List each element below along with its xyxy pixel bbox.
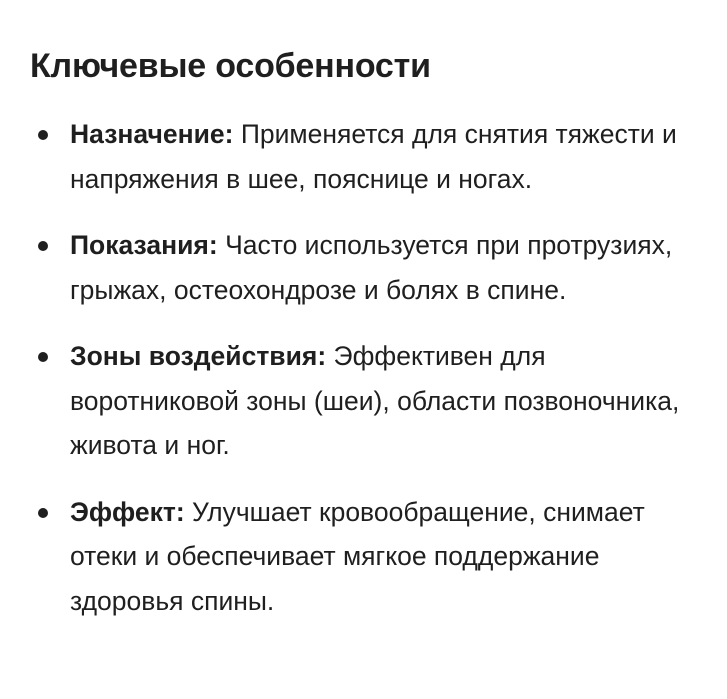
feature-term: Показания: <box>70 230 218 260</box>
feature-term: Эффект: <box>70 496 185 527</box>
article-content <box>30 0 700 645</box>
feature-item-zones <box>30 334 700 468</box>
feature-text: Улучшает кровообращение, снимает отеки и обеспечивает мягкое поддержание здоровья спины. <box>70 496 645 616</box>
section-heading: Ключевые особенности <box>30 47 431 85</box>
feature-item-indications <box>30 223 700 312</box>
feature-text: Эффективен для воротниковой зоны (шеи), области позвоночника, живота и ног. <box>70 341 680 460</box>
feature-term: Назначение: <box>70 119 234 149</box>
bullet-icon <box>38 241 48 251</box>
bullet-icon <box>38 130 48 140</box>
bullet-icon <box>38 508 48 518</box>
feature-text: Часто используется при протрузиях, грыжах, остеохондрозе и болях в спине. <box>70 230 673 305</box>
features-list <box>30 112 700 623</box>
feature-text: Применяется для снятия тяжести и напряжения в шее, пояснице и ногах. <box>70 119 677 194</box>
feature-item-effect <box>30 490 700 624</box>
feature-term: Зоны воздействия: <box>70 341 327 371</box>
bullet-icon <box>38 352 48 362</box>
feature-item-purpose <box>30 112 700 201</box>
